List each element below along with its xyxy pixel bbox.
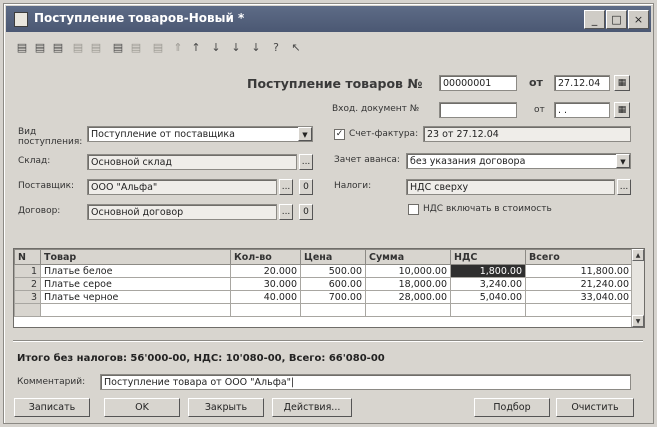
advance-chevron-down-icon[interactable]: ▼	[616, 154, 630, 168]
invoice-label: Счет-фактура:	[349, 129, 419, 139]
amount-cell[interactable]: 10,000.00	[366, 265, 451, 278]
advance-select[interactable]: без указания договора	[406, 153, 631, 169]
date-label: от	[529, 76, 543, 89]
move-top-icon[interactable]: ⇑	[173, 41, 183, 54]
price-cell[interactable]: 700.00	[301, 291, 366, 304]
taxes-field[interactable]: НДС сверху	[406, 179, 615, 195]
incoming-number-field[interactable]	[439, 102, 517, 118]
table-row[interactable]	[15, 291, 633, 304]
maximize-button[interactable]: □	[606, 10, 627, 29]
total-cell[interactable]: 21,240.00	[526, 278, 633, 291]
totals-text: Итого без налогов: 56'000-00, НДС: 10'080-00, Всего: 66'080-00	[17, 353, 385, 364]
divider	[13, 340, 643, 342]
column-header-total[interactable]: Всего	[526, 250, 633, 265]
column-header-quantity[interactable]: Кол-во	[231, 250, 301, 265]
quantity-cell[interactable]: 20.000	[231, 265, 301, 278]
contract-select-button[interactable]: ...	[279, 204, 293, 220]
empty-cell[interactable]	[526, 304, 633, 317]
amount-cell[interactable]: 28,000.00	[366, 291, 451, 304]
find-icon[interactable]: ▤	[112, 41, 124, 54]
mark-row-icon[interactable]: ▤	[90, 41, 102, 54]
receipt-type-label: Вид	[18, 127, 37, 137]
table-row[interactable]	[15, 278, 633, 291]
quantity-cell[interactable]: 40.000	[231, 291, 301, 304]
contract-clear-button[interactable]: 0	[299, 204, 313, 220]
column-header-goods[interactable]: Товар	[41, 250, 231, 265]
warehouse-select-button[interactable]: ...	[299, 154, 313, 170]
supplier-clear-button[interactable]: 0	[299, 179, 313, 195]
quantity-cell[interactable]: 30.000	[231, 278, 301, 291]
warehouse-label: Склад:	[18, 156, 51, 166]
contract-label: Договор:	[18, 206, 61, 216]
edit-row-icon[interactable]: ▤	[52, 41, 64, 54]
close-form-button[interactable]: Закрыть	[188, 398, 264, 417]
sort-ascending-icon[interactable]: ↓	[231, 41, 241, 54]
calendar-icon[interactable]: ▦	[614, 75, 630, 91]
empty-cell[interactable]	[451, 304, 526, 317]
incoming-date-field[interactable]: . .	[554, 102, 610, 118]
document-number-field[interactable]: 00000001	[439, 75, 517, 91]
empty-cell[interactable]	[301, 304, 366, 317]
row-number: 1	[15, 265, 41, 278]
comment-label: Комментарий:	[17, 377, 86, 387]
comment-field[interactable]: Поступление товара от ООО "Альфа"|	[100, 374, 631, 390]
row-number-empty	[15, 304, 41, 317]
warehouse-field[interactable]: Основной склад	[87, 154, 297, 170]
goods-cell[interactable]: Платье белое	[41, 265, 231, 278]
total-cell[interactable]: 11,800.00	[526, 265, 633, 278]
column-header-n[interactable]: N	[15, 250, 41, 265]
vat-cell-selected[interactable]: 1,800.00	[451, 265, 526, 278]
window-title: Поступление товаров-Новый *	[34, 11, 245, 25]
filter-icon[interactable]: ▤	[130, 41, 142, 54]
table-scrollbar[interactable]	[631, 249, 644, 327]
vat-cell[interactable]: 5,040.00	[451, 291, 526, 304]
document-window	[3, 3, 654, 424]
table-row-empty[interactable]	[15, 304, 633, 317]
empty-cell[interactable]	[231, 304, 301, 317]
empty-cell[interactable]	[41, 304, 231, 317]
advance-label: Зачет аванса:	[334, 155, 400, 165]
move-down-icon[interactable]: ↓	[211, 41, 221, 54]
column-header-amount[interactable]: Сумма	[366, 250, 451, 265]
document-heading: Поступление товаров №	[247, 76, 423, 91]
price-cell[interactable]: 500.00	[301, 265, 366, 278]
move-up-icon[interactable]: ↑	[191, 41, 201, 54]
column-header-vat[interactable]: НДС	[451, 250, 526, 265]
row-number: 3	[15, 291, 41, 304]
receipt-type-select[interactable]: Поступление от поставщика	[87, 126, 313, 142]
invoice-field[interactable]: 23 от 27.12.04	[423, 126, 631, 142]
supplier-field[interactable]: ООО "Альфа"	[87, 179, 277, 195]
table-row[interactable]	[15, 265, 633, 278]
record-button[interactable]: Записать	[14, 398, 90, 417]
vat-include-label: НДС включать в стоимость	[423, 204, 552, 214]
table-header-row	[15, 250, 633, 265]
contract-field[interactable]: Основной договор	[87, 204, 277, 220]
toolbar	[10, 38, 650, 60]
supplier-select-button[interactable]: ...	[279, 179, 293, 195]
taxes-label: Налоги:	[334, 181, 372, 191]
select-button[interactable]: Подбор	[474, 398, 550, 417]
taxes-select-button[interactable]: ...	[617, 179, 631, 195]
column-header-price[interactable]: Цена	[301, 250, 366, 265]
total-cell[interactable]: 33,040.00	[526, 291, 633, 304]
close-button[interactable]: ×	[628, 10, 649, 29]
help-icon[interactable]: ?	[273, 41, 279, 54]
vat-include-checkbox[interactable]	[408, 204, 419, 215]
invoice-checkbox[interactable]: ✓	[335, 129, 344, 139]
vat-cell[interactable]: 3,240.00	[451, 278, 526, 291]
incoming-date-label: от	[534, 105, 545, 115]
document-icon	[14, 12, 28, 27]
empty-cell[interactable]	[366, 304, 451, 317]
document-date-field[interactable]: 27.12.04	[554, 75, 610, 91]
title-bar	[6, 6, 651, 32]
goods-table	[13, 248, 645, 328]
actions-button[interactable]: Действия...	[272, 398, 352, 417]
copy-row-icon[interactable]: ▤	[34, 41, 46, 54]
scroll-up-icon[interactable]: ▲	[632, 249, 644, 261]
incoming-calendar-icon[interactable]: ▦	[614, 102, 630, 118]
ok-button[interactable]: OK	[104, 398, 180, 417]
context-help-icon[interactable]: ↖	[291, 41, 301, 54]
goods-cell[interactable]: Платье черное	[41, 291, 231, 304]
supplier-label: Поставщик:	[18, 181, 75, 191]
row-number: 2	[15, 278, 41, 291]
receipt-type-label-2: поступления:	[18, 137, 83, 147]
clear-button[interactable]: Очистить	[556, 398, 634, 417]
minimize-button[interactable]: _	[584, 10, 605, 29]
new-row-icon[interactable]: ▤	[16, 41, 28, 54]
chevron-down-icon[interactable]: ▼	[298, 127, 312, 141]
goods-cell[interactable]: Платье серое	[41, 278, 231, 291]
delete-row-icon[interactable]: ▤	[72, 41, 84, 54]
scroll-down-icon[interactable]: ▼	[632, 315, 644, 327]
table-icon[interactable]: ▤	[152, 41, 164, 54]
amount-cell[interactable]: 18,000.00	[366, 278, 451, 291]
sort-descending-icon[interactable]: ↓	[251, 41, 261, 54]
incoming-document-label: Вход. документ №	[332, 104, 420, 114]
price-cell[interactable]: 600.00	[301, 278, 366, 291]
